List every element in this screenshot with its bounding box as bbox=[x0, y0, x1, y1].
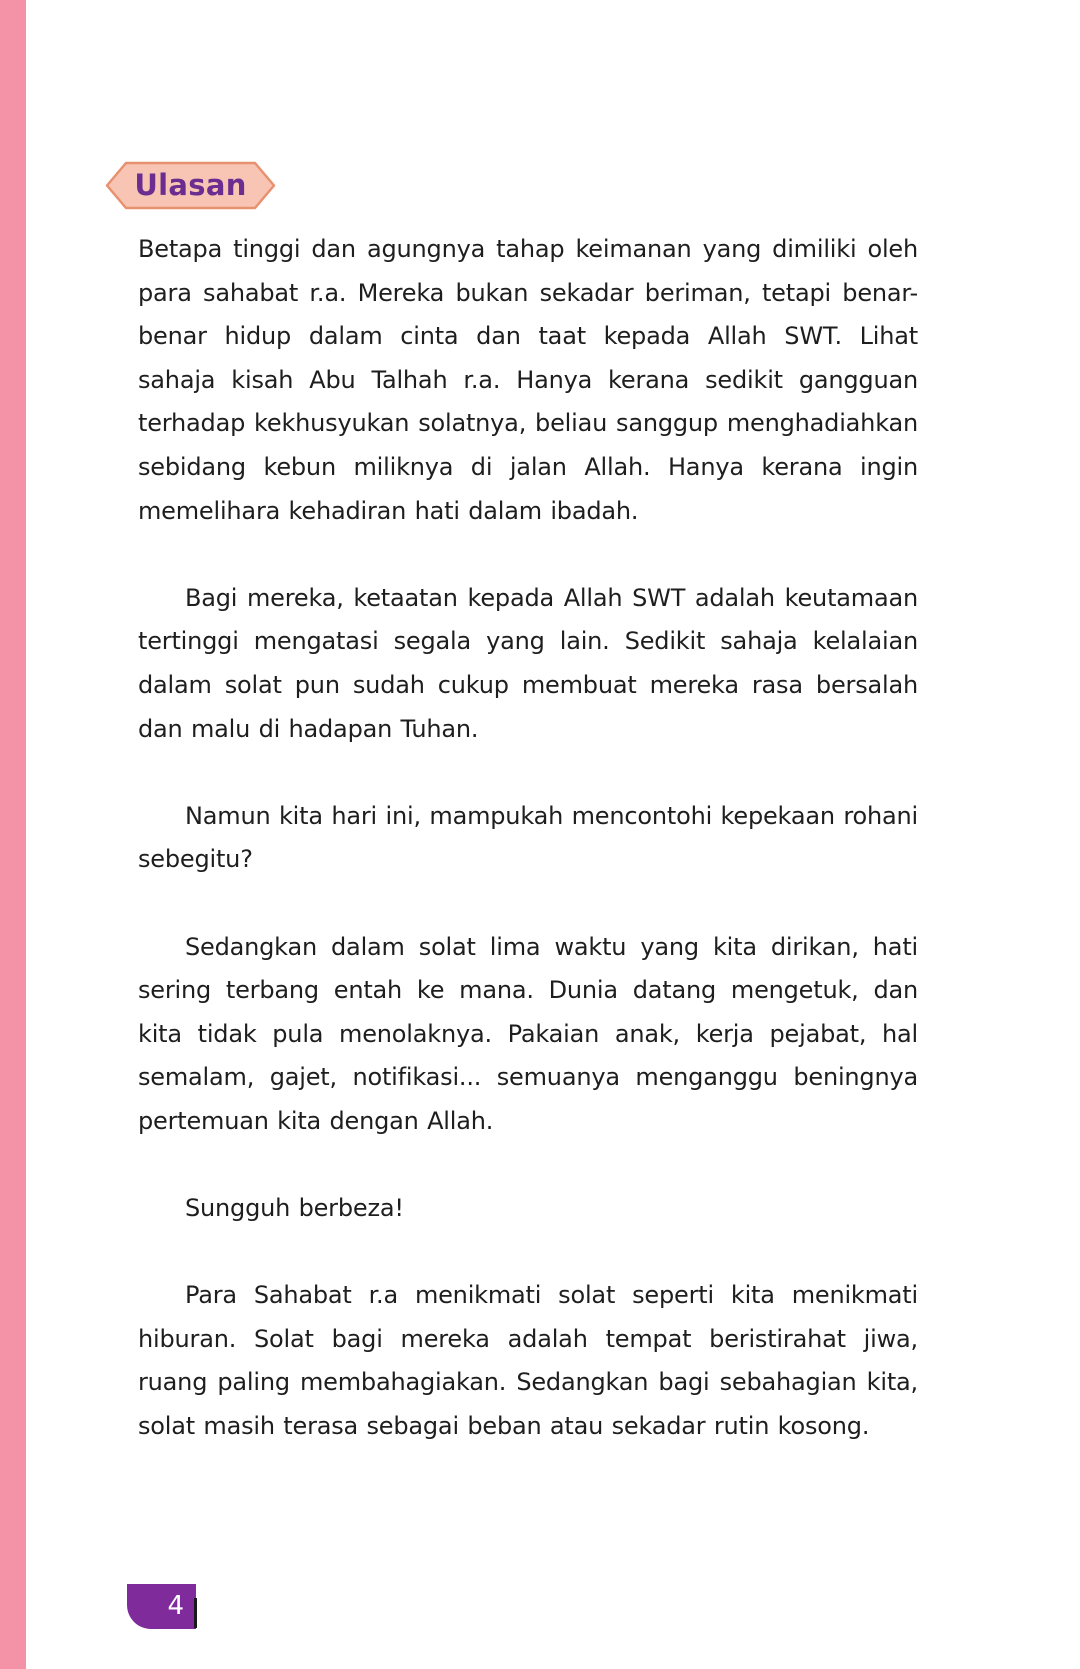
paragraph: Bagi mereka, ketaatan kepada Allah SWT adalah keutamaan tertinggi mengatasi segala yang lain. Sedikit sahaja kelalaian dalam solat pun sudah cukup membuat mereka rasa bersalah dan malu di hadapan Tuhan. bbox=[138, 583, 918, 743]
paragraph: Para Sahabat r.a menikmati solat seperti kita menikmati hiburan. Solat bagi mereka adalah tempat beristirahat jiwa, ruang paling membahagiakan. Sedangkan bagi sebahagian kita, solat masih terasa sebagai beban atau sekadar rutin kosong. bbox=[138, 1281, 918, 1441]
body-text bbox=[138, 228, 918, 1492]
section-label-badge bbox=[104, 160, 277, 211]
paragraph: Sedangkan dalam solat lima waktu yang kita dirikan, hati sering terbang entah ke mana. Dunia datang mengetuk, dan kita tidak pula menolaknya. Pakaian anak, kerja pejabat, hal semalam, gajet, notifikasi... semuanya menganggu beningnya pertemuan kita dengan Allah. bbox=[138, 932, 918, 1135]
paragraph: Betapa tinggi dan agungnya tahap keimanan yang dimiliki oleh para sahabat r.a. Mereka bukan sekadar beriman, tetapi benar-benar hidup dalam cinta dan taat kepada Allah SWT. Lihat sahaja kisah Abu Talhah r.a. Hanya kerana sedikit gangguan terhadap kekhusyukan solatnya, beliau sanggup menghadiahkan sebidang kebun miliknya di jalan Allah. Hanya kerana ingin memelihara kehadiran hati dalam ibadah. bbox=[138, 235, 918, 525]
page-number-badge bbox=[127, 1584, 196, 1629]
section-label: Ulasan bbox=[134, 168, 247, 202]
paragraph: Namun kita hari ini, mampukah mencontohi kepekaan rohani sebegitu? bbox=[138, 801, 918, 874]
page-marker-line bbox=[194, 1598, 197, 1628]
side-color-bar bbox=[0, 0, 26, 1669]
page-number: 4 bbox=[167, 1591, 184, 1621]
paragraph: Sungguh berbeza! bbox=[185, 1194, 404, 1223]
